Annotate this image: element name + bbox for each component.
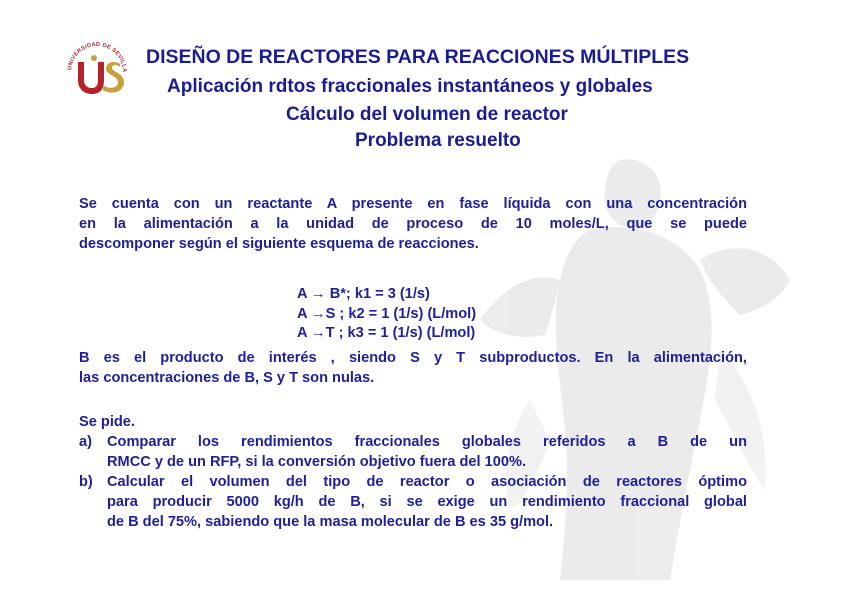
reaction-scheme [297, 285, 476, 344]
svg-text:UNIVERSIDAD DE SEVILLA: UNIVERSIDAD DE SEVILLA [67, 41, 128, 73]
title-subtitle: Aplicación rdtos fraccionales instantáneos y globales [167, 76, 653, 97]
item-line: Calcular el volumen del tipo de reactor o asociación de reactores óptimo [107, 474, 747, 490]
item-line: Comparar los rendimientos fraccionales globales referidos a B de un [107, 434, 747, 450]
title-topic: Cálculo del volumen de reactor [286, 104, 568, 125]
note-line: las concentraciones de B, S y T son nulas. [79, 370, 375, 386]
university-seal-icon [62, 34, 132, 100]
reaction-3: A →T ; k3 = 1 (1/s) (L/mol) [297, 325, 476, 341]
item-line: de B del 75%, sabiendo que la masa molecular de B es 35 g/mol. [107, 514, 554, 530]
note-line: B es el producto de interés , siendo S y T subproductos. En la alimentación, [79, 350, 747, 366]
reaction-1: A → B*; k1 = 3 (1/s) [297, 286, 430, 302]
item-marker: a) [79, 434, 92, 450]
problem-statement [79, 194, 747, 254]
statement-line: descomponer según el siguiente esquema de reacciones. [79, 236, 479, 252]
item-line: RMCC y de un RFP, si la conversión objetivo fuera del 100%. [107, 454, 527, 470]
university-logo [62, 34, 132, 100]
request-heading: Se pide. [79, 414, 135, 430]
request-item-b [79, 472, 747, 532]
item-marker: b) [79, 474, 93, 490]
item-line: para producir 5000 kg/h de B, si se exige un rendimiento fraccional global [107, 494, 747, 510]
title-problem: Problema resuelto [355, 130, 521, 151]
product-note [79, 348, 747, 388]
title-main: DISEÑO DE REACTORES PARA REACCIONES MÚLTIPLES [146, 46, 690, 68]
reaction-2: A →S ; k2 = 1 (1/s) (L/mol) [297, 305, 477, 322]
request-item-a [79, 432, 747, 472]
statement-line: en la alimentación a la unidad de proceso de 10 moles/L, que se puede [79, 216, 747, 232]
statement-line: Se cuenta con un reactante A presente en fase líquida con una concentración [79, 196, 747, 212]
request-section [79, 412, 747, 532]
